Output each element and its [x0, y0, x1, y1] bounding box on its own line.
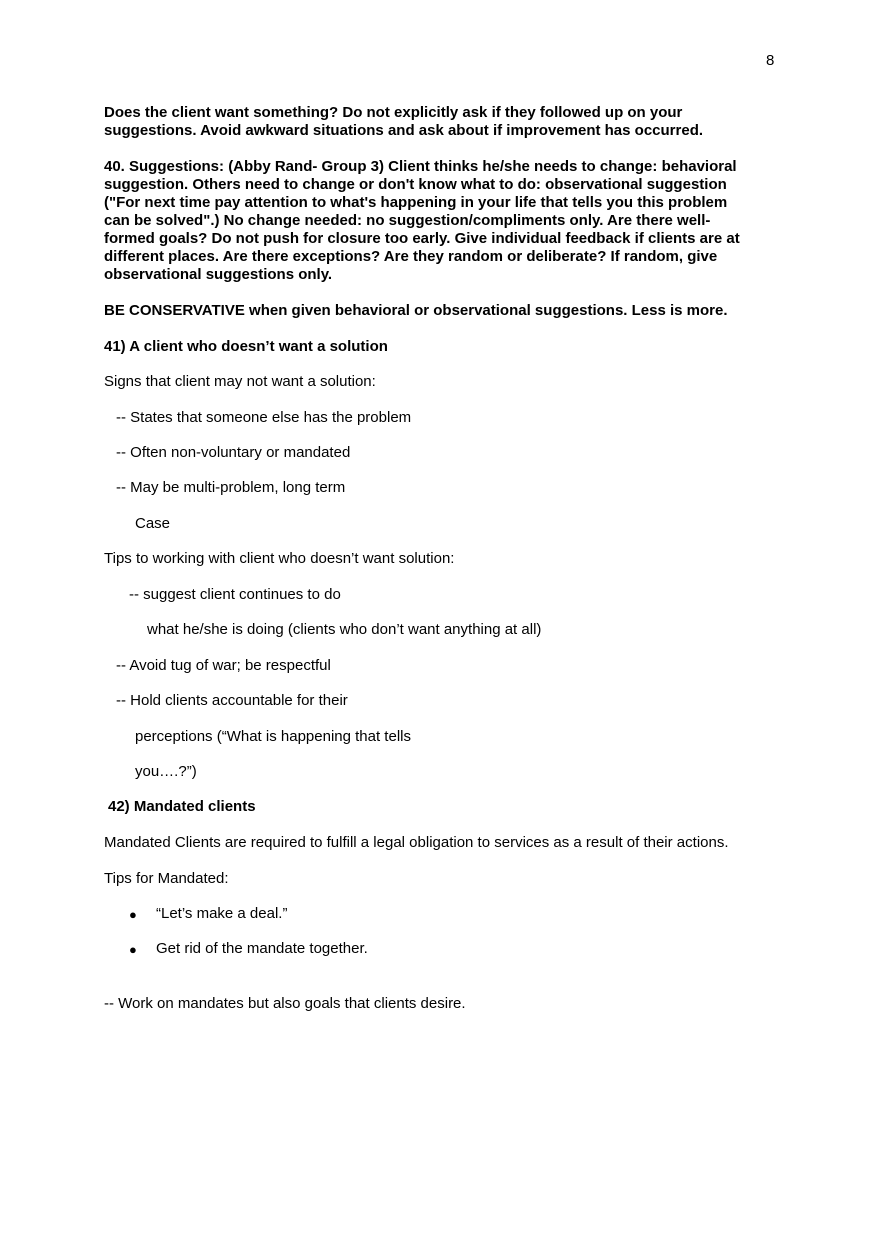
- section-42-heading: 42) Mandated clients: [108, 798, 256, 815]
- section-40-line: 40. Suggestions: (Abby Rand- Group 3) Client thinks he/she needs to change: behavioral: [104, 158, 737, 175]
- tip-continuation: what he/she is doing (clients who don’t want anything at all): [147, 621, 542, 638]
- sign-item: -- Often non-voluntary or mandated: [116, 444, 351, 461]
- bullet-text: Get rid of the mandate together.: [156, 940, 368, 957]
- sign-item: -- States that someone else has the problem: [116, 409, 412, 426]
- section-40-line: ("For next time pay attention to what's happening in your life that tells you this problem: [104, 194, 728, 211]
- section-40-line: formed goals? Do not push for closure too early. Give individual feedback if clients are at: [104, 230, 740, 247]
- tip-continuation: you….?”): [135, 763, 197, 780]
- intro-line-1: Does the client want something? Do not explicitly ask if they followed up on your: [104, 104, 683, 121]
- mandated-tips-label: Tips for Mandated:: [104, 870, 229, 887]
- tip-item: -- Avoid tug of war; be respectful: [116, 657, 331, 674]
- sign-item: -- May be multi-problem, long term: [116, 479, 346, 496]
- section-41-heading: 41) A client who doesn’t want a solution: [104, 338, 388, 355]
- mandated-definition: Mandated Clients are required to fulfill a legal obligation to services as a result of their actions.: [104, 834, 729, 851]
- tips-label: Tips to working with client who doesn’t want solution:: [104, 550, 455, 567]
- signs-label: Signs that client may not want a solution:: [104, 373, 376, 390]
- intro-line-2: suggestions. Avoid awkward situations and ask about if improvement has occurred.: [104, 122, 704, 139]
- closing-line: -- Work on mandates but also goals that clients desire.: [104, 995, 466, 1012]
- tip-item: -- suggest client continues to do: [129, 586, 341, 603]
- page-number: 8: [766, 52, 775, 69]
- tip-item: -- Hold clients accountable for their: [116, 692, 348, 709]
- sign-continuation: Case: [135, 515, 171, 532]
- bullet-icon: ●: [129, 942, 137, 957]
- conservative-note: BE CONSERVATIVE when given behavioral or observational suggestions. Less is more.: [104, 302, 728, 319]
- tip-continuation: perceptions (“What is happening that tells: [135, 728, 411, 745]
- section-40-line: can be solved".) No change needed: no suggestion/compliments only. Are there well-: [104, 212, 711, 229]
- section-40-line: suggestion. Others need to change or don't know what to do: observational suggestion: [104, 176, 727, 193]
- bullet-text: “Let’s make a deal.”: [156, 905, 288, 922]
- section-40-line: different places. Are there exceptions? Are they random or deliberate? If random, give: [104, 248, 718, 265]
- section-40-line: observational suggestions only.: [104, 266, 333, 283]
- bullet-icon: ●: [129, 907, 137, 922]
